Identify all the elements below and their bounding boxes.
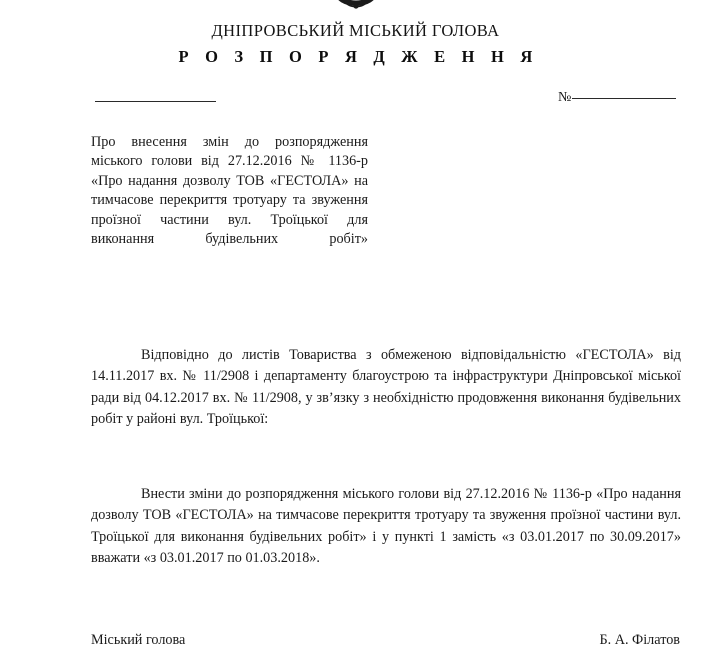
- paragraph-text: Відповідно до листів Товариства з обмеженою відповідальністю «ГЕСТОЛА» від 14.11.2017 вх. № 11/2908 і департаменту благоустрою та інфраструктури Дніпровської міської ради від 04.12.2017 вх. № 11/2908, у зв’язку з необхідністю продовження виконання будівельних робіт у районі вул. Троїцької:: [91, 347, 681, 428]
- date-and-number-row: [0, 90, 711, 114]
- date-blank-rule: [95, 101, 216, 102]
- organization-title: ДНІПРОВСЬКИЙ МІСЬКИЙ ГОЛОВА: [211, 21, 500, 40]
- body-paragraph-2: [91, 484, 681, 570]
- signatory-position: Міський голова: [91, 632, 186, 648]
- document-header: [0, 20, 711, 67]
- signature-block: [91, 631, 681, 650]
- subject-block: Про внесення змін до розпорядження міського голови від 27.12.2016 № 1136-р «Про надання дозволу ТОВ «ГЕСТОЛА» на тимчасове перекриття тротуару та звуження проїзної частини вул. Троїцької для виконання будівельних робіт»: [91, 134, 368, 248]
- body-paragraph-1: [91, 345, 681, 431]
- signatory-name: Б. А. Філатов: [599, 632, 680, 648]
- document-kind-title: Р О З П О Р Я Д Ж Е Н Н Я: [178, 47, 539, 66]
- emblem-container: [0, 0, 711, 16]
- number-blank-rule: [572, 98, 676, 99]
- coat-of-arms-emblem: [333, 0, 379, 16]
- number-sign-label: №: [558, 90, 572, 105]
- paragraph-text: Внести зміни до розпорядження міського голови від 27.12.2016 № 1136-р «Про надання дозволу ТОВ «ГЕСТОЛА» на тимчасове перекриття тротуару та звуження проїзної частини вул. Троїцької для виконання будівельних робіт» і у пункті 1 замість «з 03.01.2017 по 30.09.2017» вважати «з 03.01.2017 по 01.03.2018».: [91, 486, 681, 567]
- number-group: [558, 90, 676, 106]
